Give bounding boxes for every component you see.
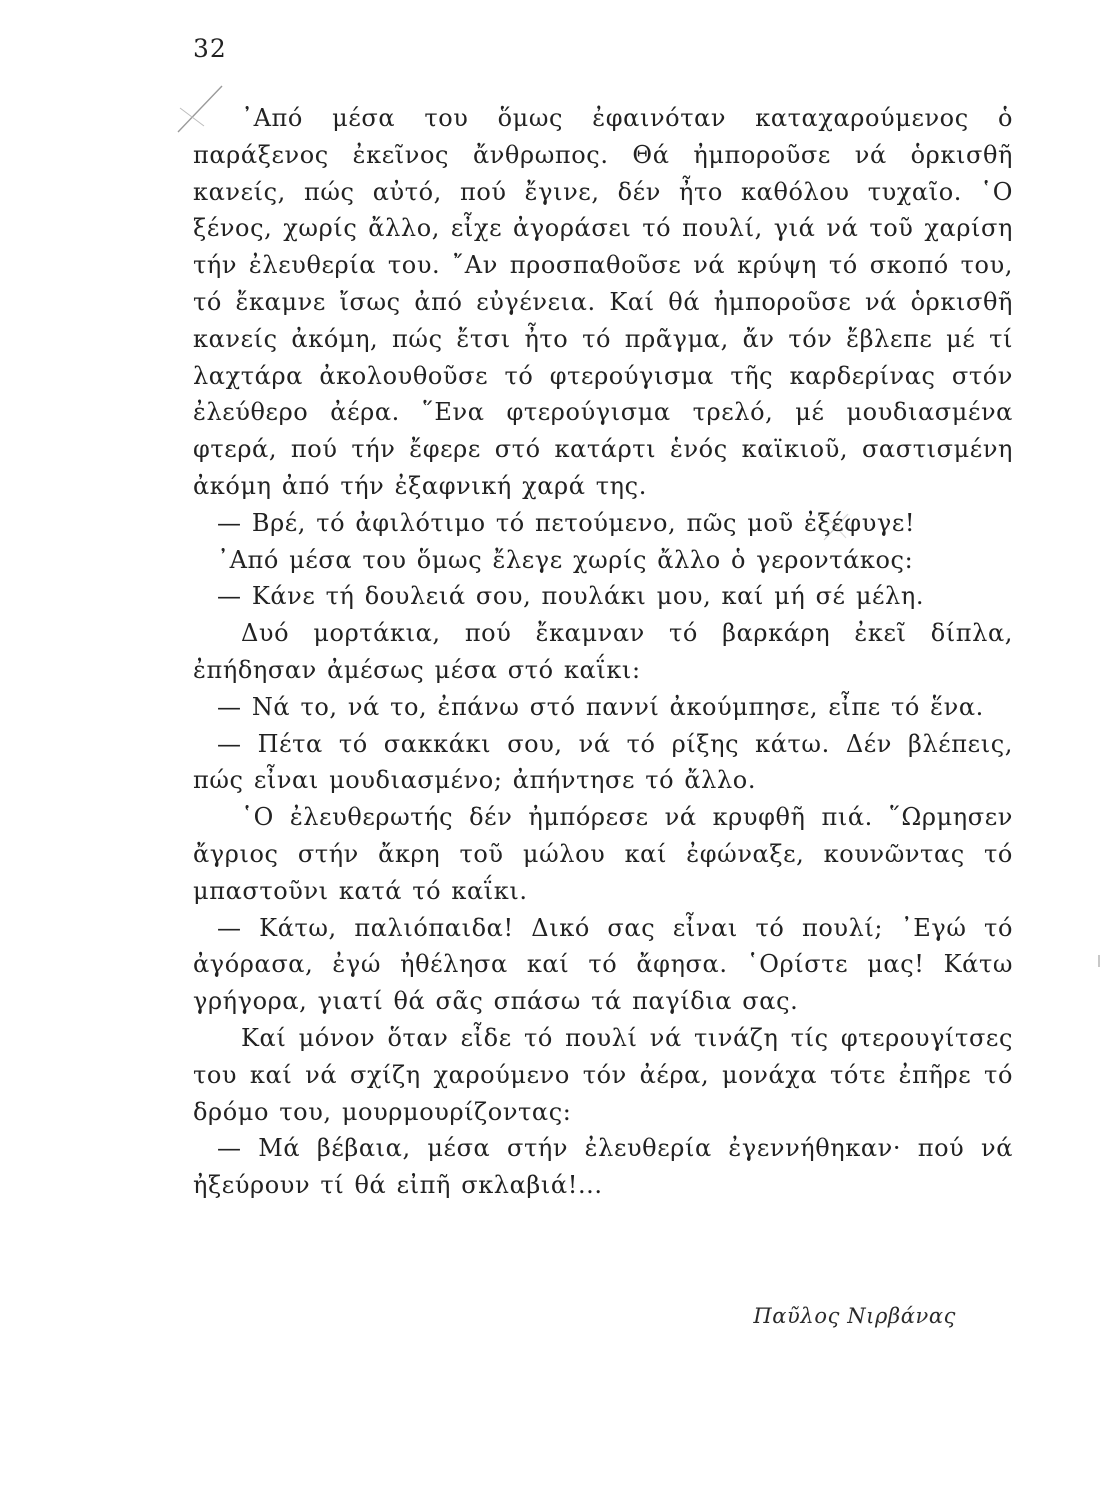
body-text bbox=[193, 100, 1013, 1204]
paragraph: ᾿Από μέσα του ὅμως ἔλεγε χωρίς ἄλλο ὁ γεροντάκος: bbox=[217, 545, 914, 574]
paragraph: — Βρέ, τό ἀφιλότιμο τό πετούμενο, πῶς μοῦ ἐξέφυγε! bbox=[217, 508, 916, 537]
paragraph: — Κάτω, παλιόπαιδα! Δικό σας εἶναι τό πουλί; ᾿Εγώ τό ἀγόρασα, ἐγώ ἠθέλησα καί τό ἄφησα. ῾Ορίστε μας! Κάτω γρήγορα, γιατί θά σᾶς σπάσω τά παγίδια σας. bbox=[193, 913, 1013, 1016]
paragraph: — Μά βέβαια, μέσα στήν ἐλευθερία ἐγεννήθηκαν· πού νά ἠξεύρουν τί θά εἰπῆ σκλαβιά!... bbox=[193, 1134, 1013, 1200]
author-signature: Παῦλος Νιρβάνας bbox=[753, 1304, 956, 1328]
paragraph: — Πέτα τό σακκάκι σου, νά τό ρίξης κάτω. Δέν βλέπεις, πώς εἶναι μουδιασμένο; ἀπήντησε τό ἄλλο. bbox=[193, 729, 1013, 795]
paragraph: — Νά το, νά το, ἐπάνω στό παννί ἀκούμπησε, εἶπε τό ἕνα. bbox=[217, 692, 984, 721]
edge-mark bbox=[1098, 955, 1100, 967]
page-number: 32 bbox=[193, 34, 227, 63]
paragraph: Δυό μορτάκια, πού ἔκαμναν τό βαρκάρη ἐκεῖ δίπλα, ἐπήδησαν ἀμέσως μέσα στό καΐκι: bbox=[193, 619, 1013, 684]
paragraph: — Κάνε τή δουλειά σου, πουλάκι μου, καί μή σέ μέλη. bbox=[217, 582, 925, 611]
paragraph: ῾Ο ἐλευθερωτής δέν ἠμπόρεσε νά κρυφθῆ πιά. ῞Ωρμησεν ἄγριος στήν ἄκρη τοῦ μώλου καί ἐφώναξε, κουνῶντας τό μπαστοῦνι κατά τό καΐκι. bbox=[193, 803, 1013, 905]
paragraph: Καί μόνον ὅταν εἶδε τό πουλί νά τινάζη τίς φτερουγίτσες του καί νά σχίζη χαρούμενο τόν ἀέρα, μονάχα τότε ἐπῆρε τό δρόμο του, μουρμουρίζοντας: bbox=[193, 1023, 1013, 1126]
paragraph: ᾿Από μέσα του ὅμως ἐφαινόταν καταχαρούμενος ὁ παράξενος ἐκεῖνος ἄνθρωπος. Θά ἠμποροῦσε νά ὁρκισθῆ κανείς, πώς αὐτό, πού ἔγινε, δέν ἦτο καθόλου τυχαῖο. ῾Ο ξένος, χωρίς ἄλλο, εἶχε ἀγοράσει τό πουλί, γιά νά τοῦ χαρίση τήν ἐλευθερία του. ῎Αν προσπαθοῦσε νά κρύψη τό σκοπό του, τό ἔκαμνε ἴσως ἀπό εὐγένεια. Καί θά ἠμποροῦσε νά ὁρκισθῆ κανείς ἀκόμη, πώς ἔτσι ἦτο τό πρᾶγμα, ἄν τόν ἔβλεπε μέ τί λαχτάρα ἀκολουθοῦσε τό φτερούγισμα τῆς καρδερίνας στόν ἐλεύθερο ἀέρα. ῞Ενα φτερούγισμα τρελό, μέ μουδιασμένα φτερά, πού τήν ἔφερε στό κατάρτι ἑνός καϊκιοῦ, σαστισμένη ἀκόμη ἀπό τήν ἐξαφνική χαρά της. bbox=[193, 104, 1013, 500]
